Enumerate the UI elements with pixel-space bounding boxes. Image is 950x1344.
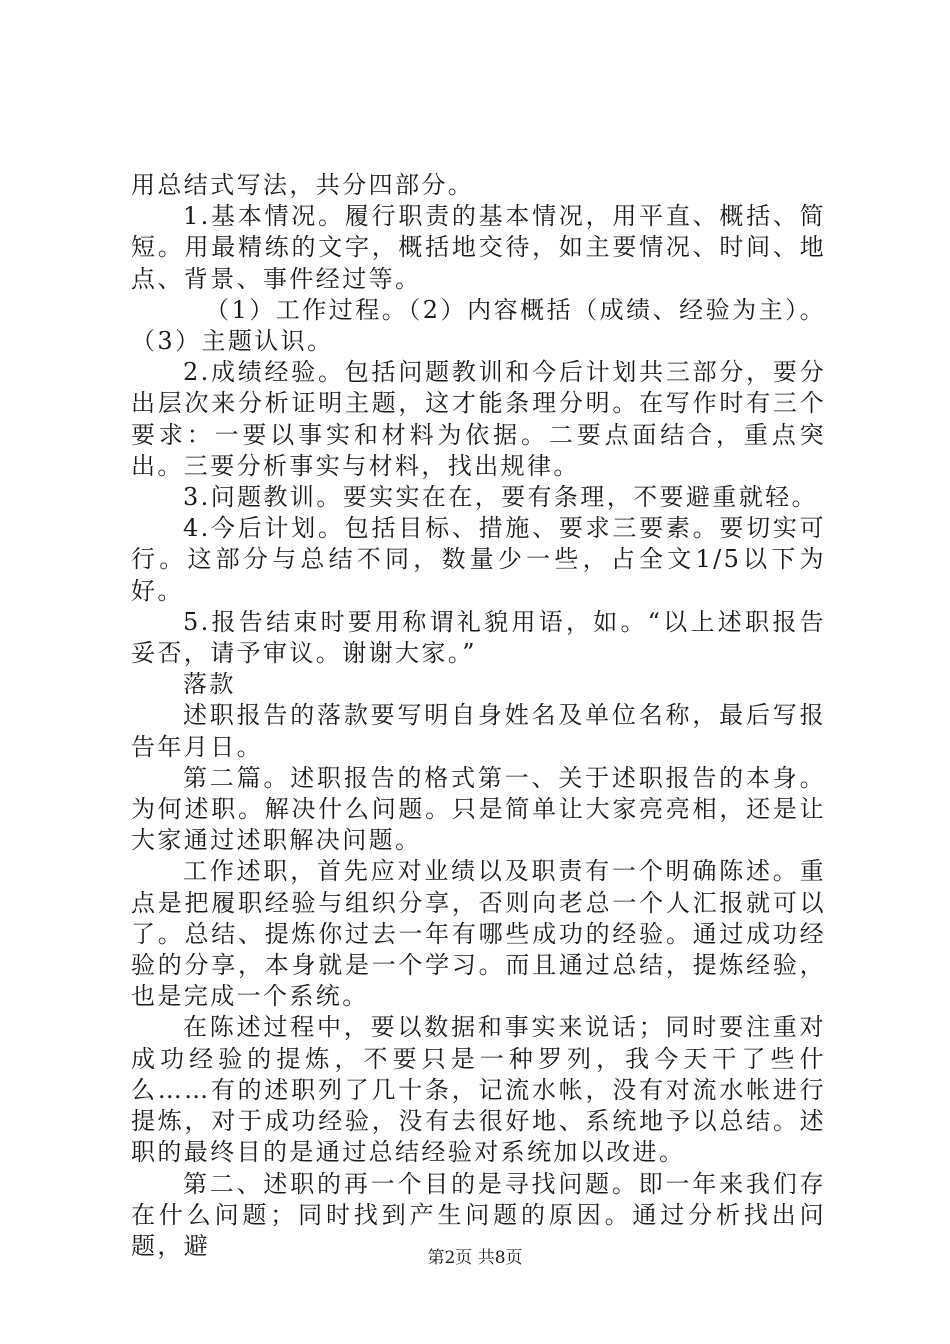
paragraph: 工作述职，首先应对业绩以及职责有一个明确陈述。重点是把履职经验与组织分享，否则向老总一个人汇报就可以了。总结、提炼你过去一年有哪些成功的经验。通过成功经验的分享，本身就是一个学习。而且通过总结，提炼经验，也是完成一个系统。 <box>131 857 826 1011</box>
paragraph: 5.报告结束时要用称谓礼貌用语，如。“以上述职报告妥否，请予审议。谢谢大家。” <box>131 607 826 668</box>
document-body <box>131 170 826 1262</box>
paragraph: 3.问题教训。要实实在在，要有条理，不要避重就轻。 <box>183 483 818 512</box>
paragraph: （1）工作过程。（2）内容概括（成绩、经验为主）。（3）主题认识。 <box>131 295 826 356</box>
paragraph: 4.今后计划。包括目标、措施、要求三要素。要切实可行。这部分与总结不同，数量少一些，占全文1/5以下为好。 <box>131 514 826 605</box>
paragraph: 2.成绩经验。包括问题教训和今后计划共三部分，要分出层次来分析证明主题，这才能条理分明。在写作时有三个要求：一要以事实和材料为依据。二要点面结合，重点突出。三要分析事实与材料，找出规律。 <box>131 358 826 480</box>
paragraph: 1.基本情况。履行职责的基本情况，用平直、概括、简短。用最精练的文字，概括地交待，如主要情况、时间、地点、背景、事件经过等。 <box>131 202 826 293</box>
paragraph: 用总结式写法，共分四部分。 <box>131 171 475 199</box>
paragraph: 在陈述过程中，要以数据和事实来说话；同时要注重对成功经验的提炼，不要只是一种罗列，我今天干了些什么……有的述职列了几十条，记流水帐，没有对流水帐进行提炼，对于成功经验，没有去很好地、系统地予以总结。述职的最终目的是通过总结经验对系统加以改进。 <box>131 1013 826 1167</box>
paragraph: 第二篇。述职报告的格式第一、关于述职报告的本身。为何述职。解决什么问题。只是简单让大家亮亮相，还是让大家通过述职解决问题。 <box>131 763 826 855</box>
paragraph: 述职报告的落款要写明自身姓名及单位名称，最后写报告年月日。 <box>131 701 826 761</box>
paragraph: 第二、述职的再一个目的是寻找问题。即一年来我们存在什么问题；同时找到产生问题的原因。通过分析找出问题，避 <box>131 1169 826 1260</box>
section-heading: 落款 <box>183 670 236 699</box>
page-number: 第2页 共8页 <box>427 1248 523 1268</box>
